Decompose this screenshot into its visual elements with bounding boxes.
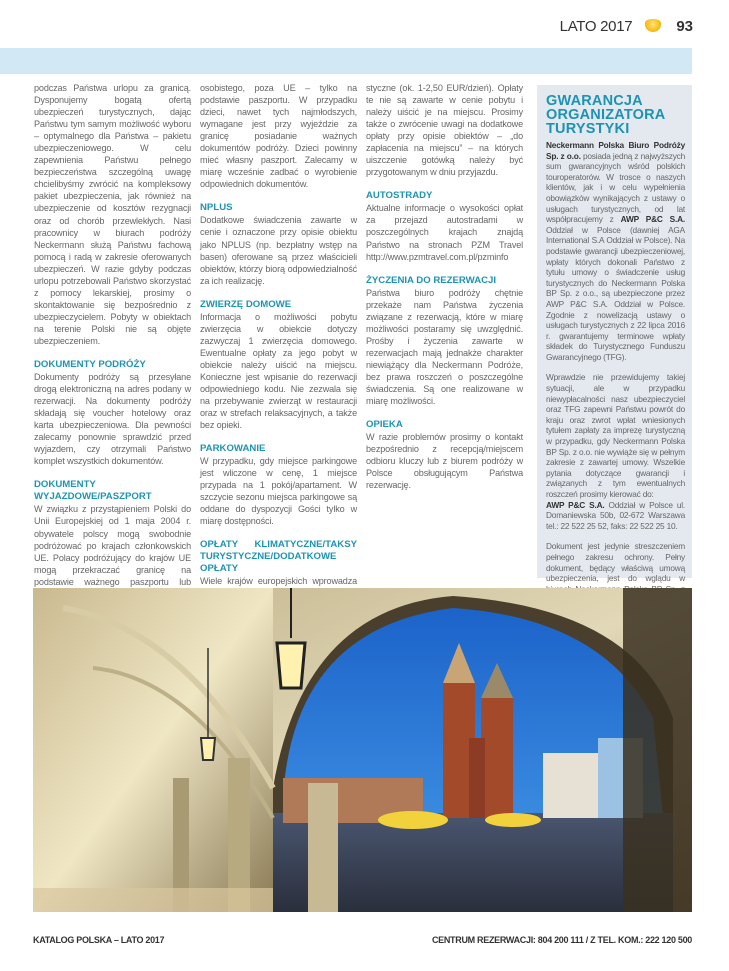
section-title-travel-documents: DOKUMENTY PODRÓŻY [34, 359, 146, 371]
insurer-name: AWP P&C S.A. [620, 214, 685, 225]
market-umbrellas [378, 811, 448, 829]
insurer-name: AWP P&C S.A. [546, 499, 605, 510]
sidebar-paragraph-1 [546, 140, 685, 362]
text-column-2 [200, 82, 357, 612]
section-title-care: OPIEKA [366, 419, 403, 431]
passport-text: W związku z przystąpieniem Polski do Unii Europejskiej od 1 maja 2004 r. obywatele polscy mogą swobodnie podróżować po krajach członkowskich UE. Polacy podróżujący do krajów UE mogą przekraczać granicę na podstawie ważnego paszportu lub [34, 504, 191, 587]
church-tower-right [481, 698, 513, 818]
nplus-text: Dodatkowe świadczenia zawarte w cenie i oznaczone przy opisie obiektu jako NPLUS (np. bezpłatny wstęp na basen) oferowane są przez właścicieli obiektów, którzy biorą odpowiedzialność za ich realizację. [200, 215, 357, 286]
building [543, 753, 598, 818]
heart-sun-logo-icon [644, 19, 662, 33]
page-header [560, 16, 693, 36]
photo-illustration [33, 588, 692, 912]
section-title-pets: ZWIERZĘ DOMOWE [200, 298, 292, 310]
guarantee-sidebar [537, 85, 692, 584]
section-title-passport: DOKUMENTY WYJAZDOWE/PASZPORT [34, 479, 152, 503]
section-title-highways: AUTOSTRADY [366, 190, 433, 202]
section-title-fees: OPŁATY KLIMATYCZNE/TAKSY TURYSTYCZNE/DODATKOWE OPŁATY [200, 539, 357, 575]
sidebar-paragraph-4: Dokument jest jedynie streszczeniem pełnego zakresu ochrony. Pełny dokument, będący właściwą umową ubezpieczenia, jest do wglądu w [546, 541, 685, 584]
parking-text: W przypadku, gdy miejsce parkingowe jest wliczone w cenę, 1 miejsce przypada na 1 pokój/apartament. W szczycie sezonu miejsca parkingowe są oddane do dyspozycji Gości tylko w miarę dostępności. [200, 456, 357, 527]
travel-documents-text: Dokumenty podróży są przesyłane drogą elektroniczną na adres podany w rezerwacji. Na dokumenty podróży składają się voucher hotelowy oraz karta ubezpieczeniowa. Dla pewności zalecamy ponownie sprawdzić przed wyjazdem, czy otrzymali Państwo komplet wszystkich dokumentów. [34, 372, 191, 467]
sidebar-text: Oddział w Polsce (dawniej AGA International S.A Oddział w Polsce). Na podstawie gwarancji ubezpieczeniowej, wpłaty których dokonali Państwo z tytułu umowy o świadczenie usług turystycznych do Neckermann Polska BP Sp. z o.o., są ubezpieczone przez AWP P&C S.A. Oddział w Polsce. Zgodnie z nowelizacją ustawy o usługach turystycznych z 22 lipca 2016 r. gwarantujemy terminowe wpłaty składek do Turystycznego Funduszu Gwarancyjnego (TFG). [546, 224, 685, 362]
wishes-text: Państwa biuro podróży chętnie przekaże nam Państwa życzenia związane z rezerwacją, które w miarę możliwości postaramy się uwzględnić. Prośby i życzenia zawarte w rezerwacjach mają jednakże charakter niewiążący dla Neckermann Podróże, bez prawa roszczeń o poszczególne świadczenia. Są one realizowane w miarę możliwości. [366, 287, 523, 407]
sidebar-paragraph-3 [546, 500, 685, 532]
krakow-market-square-photo [33, 588, 692, 912]
arch-edge [623, 588, 692, 912]
pets-text: Informacja o możliwości pobytu zwierzęcia w obiekcie dotyczy zazwyczaj 1 zwierzęcia domowego. Ewentualne opłaty za jego pobyt w obiekcie należy uiścić na miejscu. Konieczne jest wpisanie do rezerwacji odpowiedniego kodu. Nie zezwala się na przebywanie zwierząt w restauracji oraz w strefach relaksacyjnych, a także bez opieki. [200, 311, 357, 431]
company-name: Neckermann Polska Biuro Podróży Sp. z o.o. [546, 140, 685, 161]
insurer-address: Oddział w Polsce ul. Domaniewska 50b, 02-672 Warszawa tel.: 22 522 25 52, faks: 22 522 25 10. [546, 499, 685, 531]
sidebar-text: posiada jedną z najwyższych sum gwarancyjnych wśród polskich touroperatorów. W trosce o naszych klientów, jak i w celu wypełnienia obowiązków wynikających z ustawy o usługach turystycznych, od lat współpracujemy z [546, 150, 686, 225]
text-column-3 [366, 82, 523, 503]
sidebar-title: GWARANCJA ORGANIZATORA TURYSTYKI [546, 93, 665, 137]
insurance-paragraph: podczas Państwa urlopu za granicą. Dysponujemy bogatą ofertą ubezpieczeń turystycznych, dając Państwu tym samym możliwość wyboru – optymalnego dla Państwa – pakietu ubezpieczeniowego. W celu zapewnienia Państwu pełnego bezpieczeństwa szczególną uwagę chcielibyśmy zwrócić na kompleksowy pakiet ubezpieczenia, jak również na ubezpieczenie od kosztów rezygnacji oraz od chorób przewlekłych. Nasi pracownicy w biurach podróży Neckermann służą Państwu fachową pomocą i radą w zakresie oferowanych ubezpieczeń. W razie gdyby podczas urlopu potrzebowali Państwo skorzystać z pomocy lekarskiej, prosimy o skontaktowanie się bezpośrednio z ubezpieczycielem. Pobyty w obiektach na terenie Polski nie są objęte ubezpieczeniem. [34, 83, 191, 346]
sidebar-paragraph-2: Wprawdzie nie przewidujemy takiej sytuacji, ale w przypadku niewypłacalności nasz ubezpieczyciel oraz TFG zapewni Państwu powrót do kraju oraz zwrot wpłat wniesionych tytułem zapłaty za imprezę turystyczną w przypadku, gdy Neckermann Polska BP Sp. z o.o. nie wywiąże się w pełnym zakresie z zawartej umowy. Wszelkie pytania dotyczące gwarancji i związanych z tym ewentualnych roszczeń prosimy kierować do: [546, 372, 685, 499]
footer-reservation-contact: CENTRUM REZERWACJI: 804 200 111 / Z TEL. KOM.: 222 120 500 [431, 935, 692, 945]
care-text: W razie problemów prosimy o kontakt bezpośrednio z recepcją/miejscem odbioru kluczy lub z biurem podróży w Polsce obsługującym Państwa rezerwację. [366, 432, 523, 491]
passport-text-continued: osobistego, poza UE – tylko na podstawie paszportu. W przypadku dzieci, nawet tych najmłodszych, wymagane jest przy wyjeździe za granicę posiadanie ważnych dokumentów podróży. Dzieci powinny mieć własny paszport. Zalecamy w miarę wcześnie zadbać o wyrobienie odpowiednich dokumentów. [200, 83, 357, 190]
section-title-wishes: ŻYCZENIA DO REZERWACJI [366, 274, 497, 286]
highways-text: Aktualne informacje o wysokości opłat za przejazd autostradami w poszczególnych krajach znajdą Państwo na stronach PZM Travel http://www.pzmtravel.com.pl/pzminfo [366, 203, 523, 262]
fees-text: Wiele krajów europejskich wprowadza [200, 576, 357, 587]
page-number: 93 [676, 17, 693, 35]
fees-text-continued: styczne (ok. 1-2,50 EUR/dzień). Opłaty te nie są zawarte w cenie pobytu i należy uiścić je na miejscu. Prosimy także o zwrócenie uwagi na dodatkowe opłaty przy opisie obiektów – „do zapłacenia na miejscu” – na których uiszczenie gotówką należy być przygotowanym w dniu przyjazdu. [366, 83, 523, 178]
season-label: LATO 2017 [559, 17, 633, 35]
section-title-parking: PARKOWANIE [200, 443, 266, 455]
column [308, 783, 338, 912]
header-band [0, 48, 692, 74]
text-column-1 [34, 82, 191, 612]
footer-catalog-label: KATALOG POLSKA – LATO 2017 [33, 935, 165, 945]
section-title-nplus: NPLUS [200, 202, 233, 214]
